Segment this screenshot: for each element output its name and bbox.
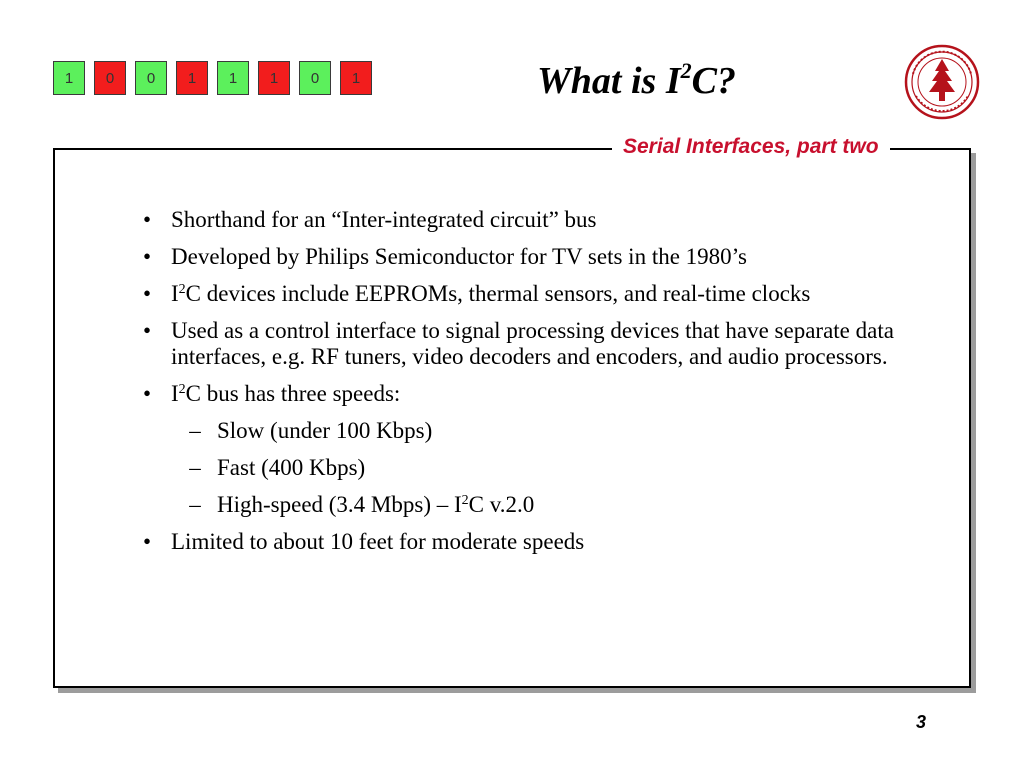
superscript: 2 [178, 282, 186, 297]
bullet-text: C v.2.0 [468, 492, 535, 517]
bullet-text: Developed by Philips Semiconductor for TV sets in the 1980’s [171, 244, 748, 269]
bullet-text: Fast (400 Kbps) [217, 455, 366, 480]
bullet-marker: • [142, 381, 152, 406]
bullet-list [137, 207, 897, 566]
bullet-text: High-speed (3.4 Mbps) – I [217, 492, 462, 517]
bit-cell: 1 [176, 61, 208, 95]
bullet-item [137, 318, 897, 370]
sub-bullet-marker: – [189, 492, 201, 517]
bit-cell: 0 [299, 61, 331, 95]
sub-bullet-marker: – [189, 418, 201, 443]
title-superscript: 2 [680, 58, 692, 83]
bullet-text: I [171, 381, 179, 406]
bullet-marker: • [142, 318, 152, 343]
bullet-text: Shorthand for an “Inter-integrated circuit” bus [171, 207, 597, 232]
bullet-item [137, 381, 897, 407]
bullet-text: I [171, 281, 179, 306]
sub-bullet-item [137, 418, 897, 444]
bit-cell: 0 [135, 61, 167, 95]
bullet-text: Slow (under 100 Kbps) [217, 418, 433, 443]
bullet-item [137, 244, 897, 270]
title-text: What is I [537, 60, 681, 102]
bullet-marker: • [142, 529, 152, 554]
bit-cell: 1 [258, 61, 290, 95]
bullet-text: Used as a control interface to signal processing devices that have separate data interfaces, e.g. RF tuners, video decoders and encoders, and audio processors. [171, 318, 894, 369]
title-text-end: C? [691, 60, 736, 102]
bullet-marker: • [142, 281, 152, 306]
slide-title [537, 58, 736, 104]
bit-cell: 1 [53, 61, 85, 95]
superscript: 2 [178, 382, 186, 397]
bit-cell: 1 [217, 61, 249, 95]
bit-cell: 1 [340, 61, 372, 95]
bullet-marker: • [142, 244, 152, 269]
bit-pattern-strip [53, 61, 372, 95]
bullet-item [137, 529, 897, 555]
bit-cell: 0 [94, 61, 126, 95]
bullet-text: Limited to about 10 feet for moderate speeds [171, 529, 585, 554]
sub-bullet-item [137, 492, 897, 518]
superscript: 2 [461, 493, 469, 508]
bullet-item [137, 281, 897, 307]
bullet-item [137, 207, 897, 233]
bullet-text: C devices include EEPROMs, thermal sensors, and real-time clocks [185, 281, 811, 306]
bullet-marker: • [142, 207, 152, 232]
page-number: 3 [915, 712, 926, 732]
bullet-text: C bus has three speeds: [185, 381, 401, 406]
sub-bullet-item [137, 455, 897, 481]
slide-subtitle: Serial Interfaces, part two [612, 134, 890, 160]
stanford-university-seal-icon [904, 44, 980, 120]
sub-bullet-marker: – [189, 455, 201, 480]
